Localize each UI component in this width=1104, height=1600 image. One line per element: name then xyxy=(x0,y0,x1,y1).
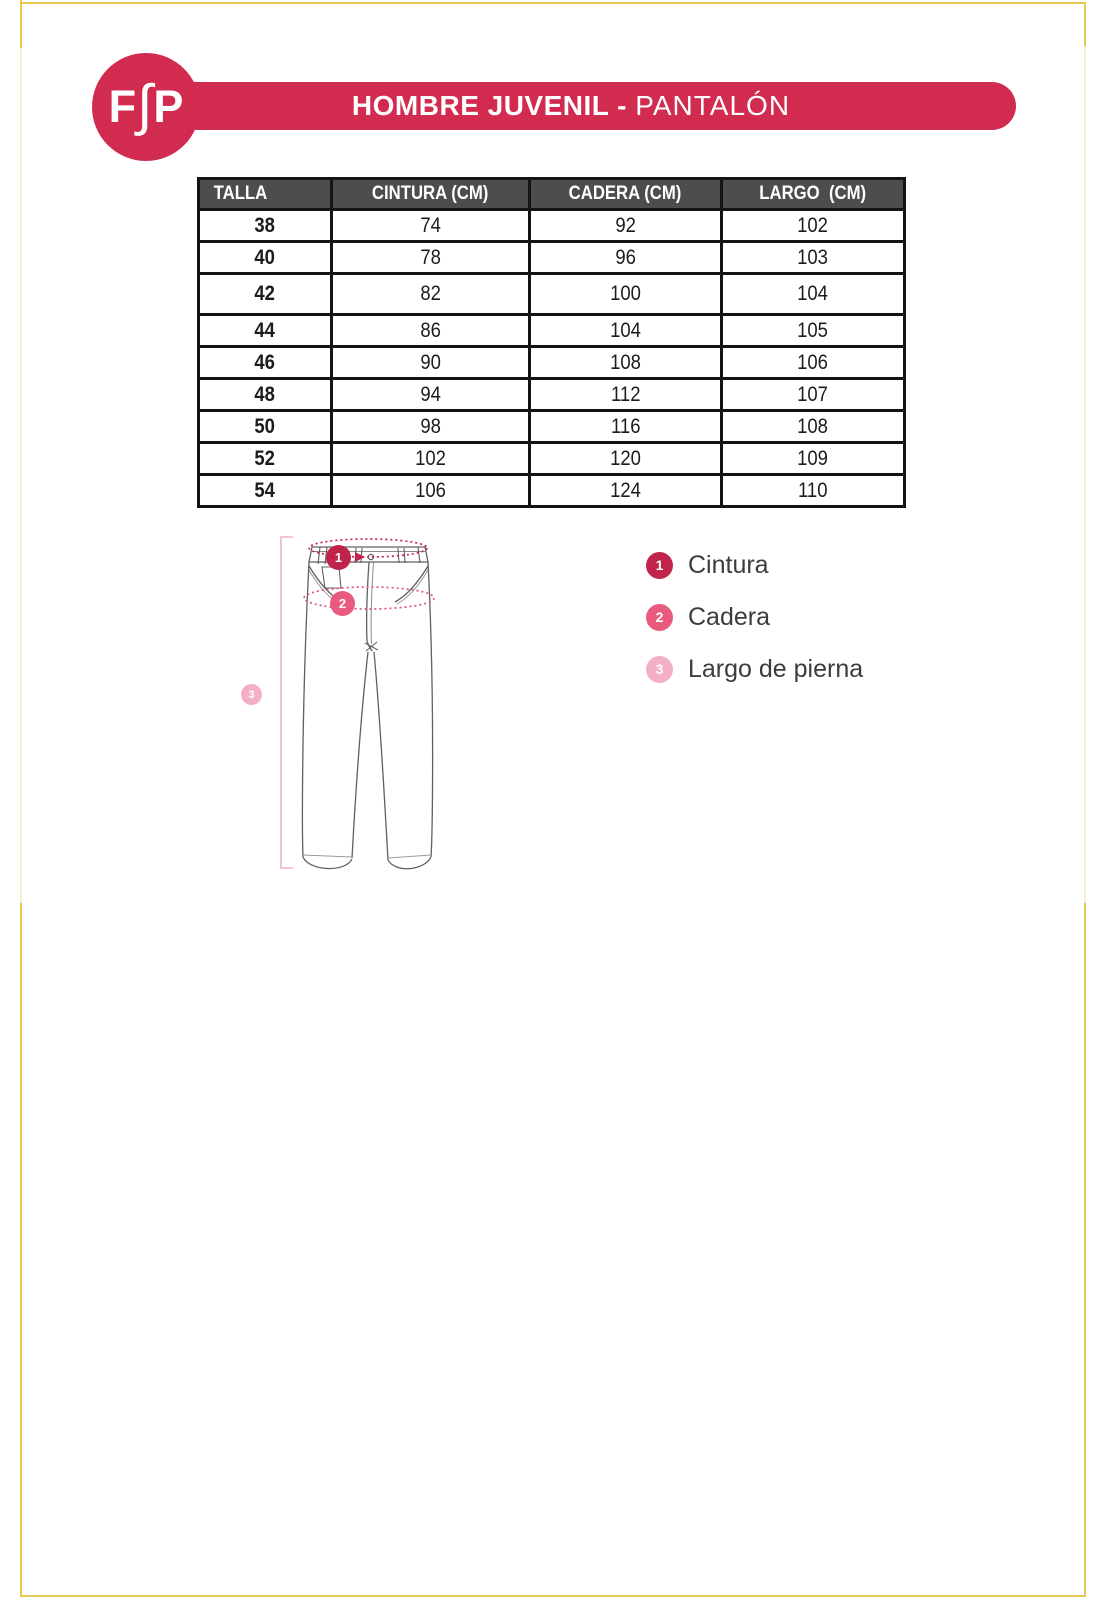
table-row xyxy=(199,475,905,507)
cell-value: 107 xyxy=(722,379,905,411)
cell-value: 120 xyxy=(530,443,722,475)
table-row xyxy=(199,443,905,475)
hip-measure-ellipse xyxy=(304,587,434,609)
legend-label: Largo de pierna xyxy=(688,654,864,683)
cell-value: 90 xyxy=(332,347,530,379)
cell-value: 110 xyxy=(722,475,905,507)
column-header: CADERA (CM) xyxy=(530,179,722,210)
table-row xyxy=(199,210,905,242)
frame-right-faint xyxy=(1084,46,1086,903)
frame-right-bottom xyxy=(1084,903,1086,1597)
cell-talla: 46 xyxy=(199,347,332,379)
legend-dot: 2 xyxy=(646,604,673,631)
frame-left-faint xyxy=(20,48,22,903)
cell-talla: 40 xyxy=(199,242,332,274)
table-row xyxy=(199,242,905,274)
cell-value: 108 xyxy=(530,347,722,379)
cell-value: 92 xyxy=(530,210,722,242)
column-header: LARGO (CM) xyxy=(722,179,905,210)
page-title xyxy=(352,90,790,122)
cell-value: 108 xyxy=(722,411,905,443)
cell-value: 124 xyxy=(530,475,722,507)
cell-value: 102 xyxy=(722,210,905,242)
cell-value: 104 xyxy=(722,274,905,315)
marker-1-number: 1 xyxy=(334,550,343,565)
frame-right-tick-top xyxy=(1084,2,1086,46)
size-table xyxy=(197,177,906,508)
cell-value: 86 xyxy=(332,315,530,347)
legend-dot: 1 xyxy=(646,552,673,579)
cell-talla: 42 xyxy=(199,274,332,315)
table-row xyxy=(199,411,905,443)
legend-label: Cintura xyxy=(688,550,769,579)
legend-item xyxy=(646,603,863,631)
column-header: TALLA xyxy=(199,179,332,210)
frame-bottom-line xyxy=(20,1595,1086,1597)
cell-value: 78 xyxy=(332,242,530,274)
cell-value: 106 xyxy=(332,475,530,507)
legend-label: Cadera xyxy=(688,602,770,631)
marker-3-largo xyxy=(241,684,262,705)
cell-value: 96 xyxy=(530,242,722,274)
logo-letter-p: P xyxy=(153,81,184,132)
waist-arrow-icon xyxy=(355,552,365,562)
table-row xyxy=(199,315,905,347)
brand-logo xyxy=(92,53,200,161)
length-bracket xyxy=(281,537,293,868)
marker-2-number: 2 xyxy=(338,596,347,611)
page-title-light: PANTALÓN xyxy=(635,90,791,121)
cell-value: 104 xyxy=(530,315,722,347)
cell-value: 105 xyxy=(722,315,905,347)
logo-letter-f: F xyxy=(108,81,137,132)
measurement-legend xyxy=(646,551,863,707)
cell-value: 100 xyxy=(530,274,722,315)
header-row xyxy=(199,179,905,210)
frame-left-bottom xyxy=(20,903,22,1597)
cell-value: 103 xyxy=(722,242,905,274)
cell-value: 116 xyxy=(530,411,722,443)
size-table-header xyxy=(199,179,905,210)
table-row xyxy=(199,379,905,411)
logo-s-glyph: ∫ xyxy=(137,72,153,136)
cell-talla: 38 xyxy=(199,210,332,242)
size-table-body xyxy=(199,210,905,507)
column-header: CINTURA (CM) xyxy=(332,179,530,210)
cell-value: 98 xyxy=(332,411,530,443)
table-row xyxy=(199,274,905,315)
cell-value: 106 xyxy=(722,347,905,379)
cell-value: 112 xyxy=(530,379,722,411)
page-title-bold: HOMBRE JUVENIL - xyxy=(351,90,636,121)
cell-talla: 48 xyxy=(199,379,332,411)
cell-talla: 44 xyxy=(199,315,332,347)
pants-diagram xyxy=(230,520,450,890)
cell-talla: 54 xyxy=(199,475,332,507)
marker-2-cadera xyxy=(330,591,355,616)
cell-talla: 52 xyxy=(199,443,332,475)
cell-value: 74 xyxy=(332,210,530,242)
marker-1-cintura xyxy=(326,545,351,570)
frame-top-line xyxy=(20,2,1086,4)
cell-value: 109 xyxy=(722,443,905,475)
legend-dot: 3 xyxy=(646,656,673,683)
legend-item xyxy=(646,655,863,683)
cell-talla: 50 xyxy=(199,411,332,443)
title-banner xyxy=(190,82,1016,130)
frame-left-tick-top xyxy=(20,0,22,48)
cell-value: 102 xyxy=(332,443,530,475)
table-row xyxy=(199,347,905,379)
cell-value: 94 xyxy=(332,379,530,411)
cell-value: 82 xyxy=(332,274,530,315)
legend-item xyxy=(646,551,863,579)
marker-3-number: 3 xyxy=(248,688,255,701)
